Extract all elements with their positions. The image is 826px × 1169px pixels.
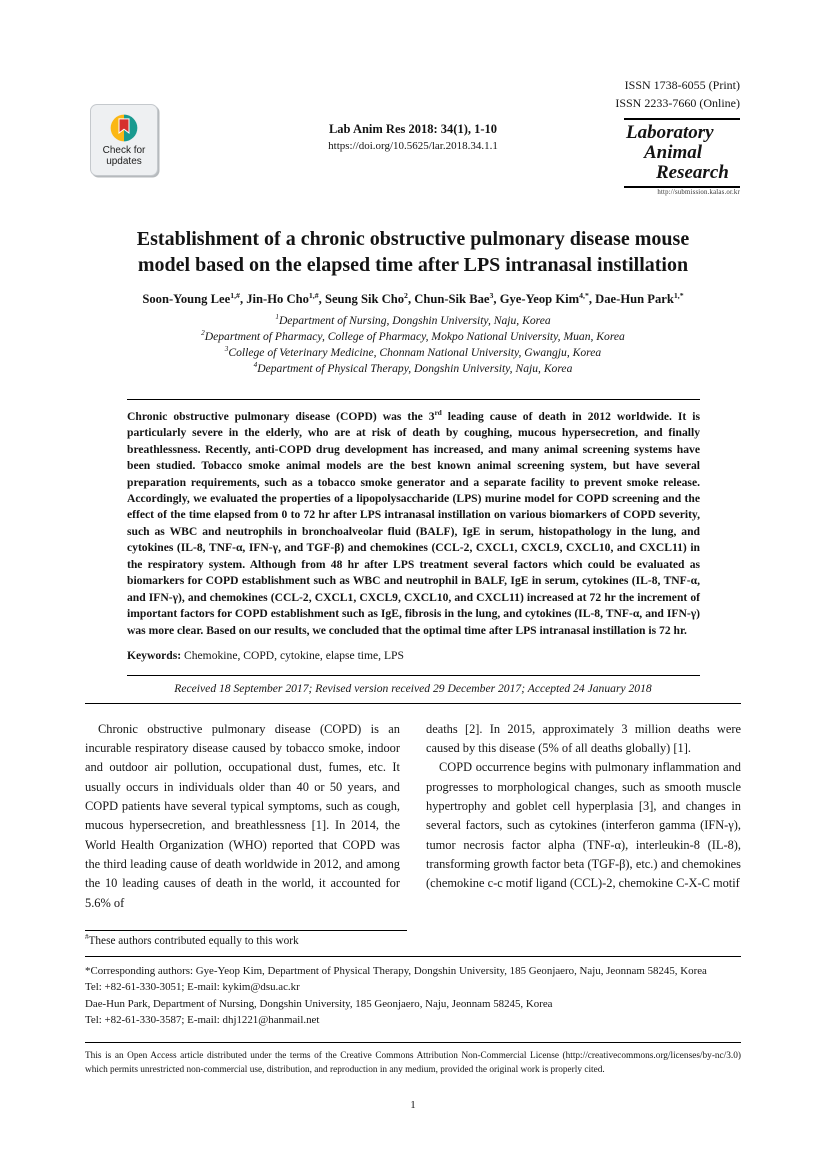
submission-url: http://submission.kalas.or.kr (657, 189, 740, 197)
author (319, 292, 408, 306)
author-sup: 4,* (579, 290, 589, 300)
issn-print: ISSN 1738-6055 (Print) (624, 78, 740, 92)
author-sup: 3 (489, 290, 494, 300)
author (142, 292, 240, 306)
journal-citation: Lab Anim Res 2018: 34(1), 1-10 (328, 122, 498, 136)
affiliation-sup: 4 (253, 360, 258, 369)
equal-contribution-footnote (85, 930, 407, 947)
logo-word-laboratory: Laboratory (626, 122, 714, 143)
title-line2: model based on the elapsed time after LPS intranasal instillation (137, 254, 689, 277)
abstract-text (127, 409, 700, 639)
affiliation-text: Department of Nursing, Dongshin University, Naju, Korea (278, 313, 551, 327)
keywords-label: Keywords: (127, 649, 182, 663)
author-name: , Jin-Ho Cho (239, 291, 309, 306)
affiliation-text: Department of Pharmacy, College of Pharmacy, Mokpo National University, Muan, Korea (204, 329, 625, 343)
badge-line1: Check for (102, 144, 146, 156)
affiliation-text: College of Veterinary Medicine, Chonnam National University, Gwangju, Korea (228, 345, 602, 359)
article-title (0, 226, 826, 279)
keywords-line (127, 648, 700, 664)
keywords-list: Chemokine, COPD, cytokine, elapse time, LPS (181, 649, 404, 663)
abstract-section (127, 399, 700, 676)
abstract-pre: Chronic obstructive pulmonary disease (COPD) was the 3 (127, 409, 435, 423)
page-number: 1 (410, 1099, 416, 1112)
author-name: Soon-Young Lee (142, 291, 231, 306)
body-columns (85, 720, 741, 913)
logo-text (624, 120, 740, 186)
author-sup: 1,* (673, 290, 684, 300)
correspondence-line: Tel: +82-61-330-3587; E-mail: dhj1221@hanmail.net (85, 1014, 320, 1027)
logo-word-research: Research (656, 161, 729, 183)
authors-line (0, 292, 826, 307)
affiliations-block (0, 313, 826, 377)
affiliation-text: Department of Physical Therapy, Dongshin University, Naju, Korea (257, 361, 573, 375)
footnote-text: These authors contributed equally to this work (88, 934, 299, 947)
author-name: , Dae-Hun Park (588, 291, 674, 306)
footnote-sup: # (85, 933, 89, 942)
issn-online: ISSN 2233-7660 (Online) (615, 96, 740, 110)
author-sup: 2 (404, 290, 408, 300)
body-paragraph: Chronic obstructive pulmonary disease (COPD) is an incurable respiratory disease caused by tobacco smoke, indoor and outdoor air pollution, occupational dust, fumes, etc. It usually occurs in individuals older than 40 or 50 years, and COPD patients have several typical symptoms, such as cough, mucous hypersecretion, and breathlessness [1]. In 2014, the World Health Organization (WHO) reported that COPD was the third leading cause of death worldwide in 2012, and among the 10 leading causes of death in the world, it accounted for 5.6% of (85, 721, 400, 910)
open-access-license: This is an Open Access article distributed under the terms of the Creative Commons Attribution Non-Commercial License (http://creativecommons.org/licenses/by-nc/3.0) which permits unrestricted non-commercial use, distribution, and reproduction in any medium, provided the original work is properly cited. (85, 1042, 741, 1077)
corresponding-authors-block (85, 956, 741, 1028)
doi-link[interactable]: https://doi.org/10.5625/lar.2018.34.1.1 (328, 140, 498, 152)
author (408, 292, 493, 306)
affiliation-sup: 3 (224, 344, 229, 353)
correspondence-line: Tel: +82-61-330-3051; E-mail: kykim@dsu.ac.kr (85, 981, 300, 994)
author-sup: 1,# (308, 290, 319, 300)
journal-logo (624, 118, 740, 196)
logo-word-animal: Animal (644, 141, 703, 163)
affiliation (0, 361, 826, 377)
author-sup: 1,# (230, 290, 240, 300)
author-name: , Chun-Sik Bae (407, 291, 490, 306)
author (589, 292, 684, 306)
author-name: , Seung Sik Cho (318, 291, 405, 306)
badge-line2: updates (106, 156, 142, 167)
correspondence-line: *Corresponding authors: Gye-Yeop Kim, Department of Physical Therapy, Dongshin University, 185 Geonjaero, Naju, Jeonnam 58245, Korea (85, 964, 707, 977)
author (240, 292, 319, 306)
affiliation (0, 345, 826, 361)
abstract-ordinal-sup: rd (434, 408, 442, 417)
page-header (0, 0, 826, 226)
affiliation (0, 329, 826, 345)
author-name: , Gye-Yeop Kim (493, 291, 580, 306)
title-line1: Establishment of a chronic obstructive pulmonary disease mouse (136, 228, 690, 250)
received-dates-line: Received 18 September 2017; Revised version received 29 December 2017; Accepted 24 January 2018 (85, 676, 741, 704)
body-paragraph: COPD occurrence begins with pulmonary inflammation and progresses to morphological changes, such as smooth muscle hypertrophy and goblet cell hyperplasia [3], and changes in several factors, such as cytokines (interferon gamma (IFN-γ), tumor necrosis factor alpha (TNF-α), interleukin-8 (IL-8), transforming growth factor beta (TGF-β), etc.) and chemokines (chemokine c-c motif ligand (CCL)-2, chemokine C-X-C motif (426, 760, 741, 891)
author (493, 292, 588, 306)
correspondence-line: Dae-Hun Park, Department of Nursing, Dongshin University, 185 Geonjaero, Naju, Jeonnam 58245, Korea (85, 997, 553, 1010)
body-paragraph: deaths [2]. In 2015, approximately 3 million deaths were caused by this disease (5% of all deaths globally) [1]. (426, 721, 741, 755)
body-column-right (426, 720, 741, 913)
issn-block (615, 76, 740, 112)
affiliation-sup: 2 (201, 328, 205, 337)
abstract-post: leading cause of death in 2012 worldwide. It is particularly severe in the elderly, who are at risk of death by coughing, mucous hypersecretion, and finally breathlessness. Recently, anti-COPD drug development has increased, and many animal screening systems have been studied. Tobacco smoke animal models are the best known animal screening system, but have several preparation requirements, such as a tobacco smoke generator and a separate facility to prevent smoke release. Accordingly, we evaluated the properties of a lipopolysaccharide (LPS) murine model for COPD screening and the effect of the time elapsed from 0 to 72 hr after LPS intranasal instillation on various biomarkers of COPD severity, such as WBC and neutrophils in bronchoalveolar fluid (BALF), IgE in serum, histopathology in the lung, and cytokines (IL-8, TNF-α, IFN-γ, and TGF-β) and chemokines (CCL-2, CXCL1, CXCL9, CXCL10, and CXCL11) in the respiratory system. Although from 48 hr after LPS treatment several factors which could be evaluated as biomarkers for COPD establishment such as WBC and neutrophil in BALF, IgE in serum, cytokines (IL-8, TNF-α, and IFN-γ), and chemokines (CCL-2, CXCL1, CXCL9, CXCL10, and CXCL11) increased at 72 hr the increment of important factors for COPD establishment such as IgE, fibrosis in the lung, and cytokines (IL-8, TNF-α, and IFN-γ) was more clear. Based on our results, we concluded that the optimal time after LPS intranasal instillation is 72 hr. (127, 409, 700, 637)
affiliation (0, 313, 826, 329)
logo-rule-bottom (624, 186, 740, 188)
affiliation-sup: 1 (275, 312, 279, 321)
body-column-left (85, 720, 400, 913)
